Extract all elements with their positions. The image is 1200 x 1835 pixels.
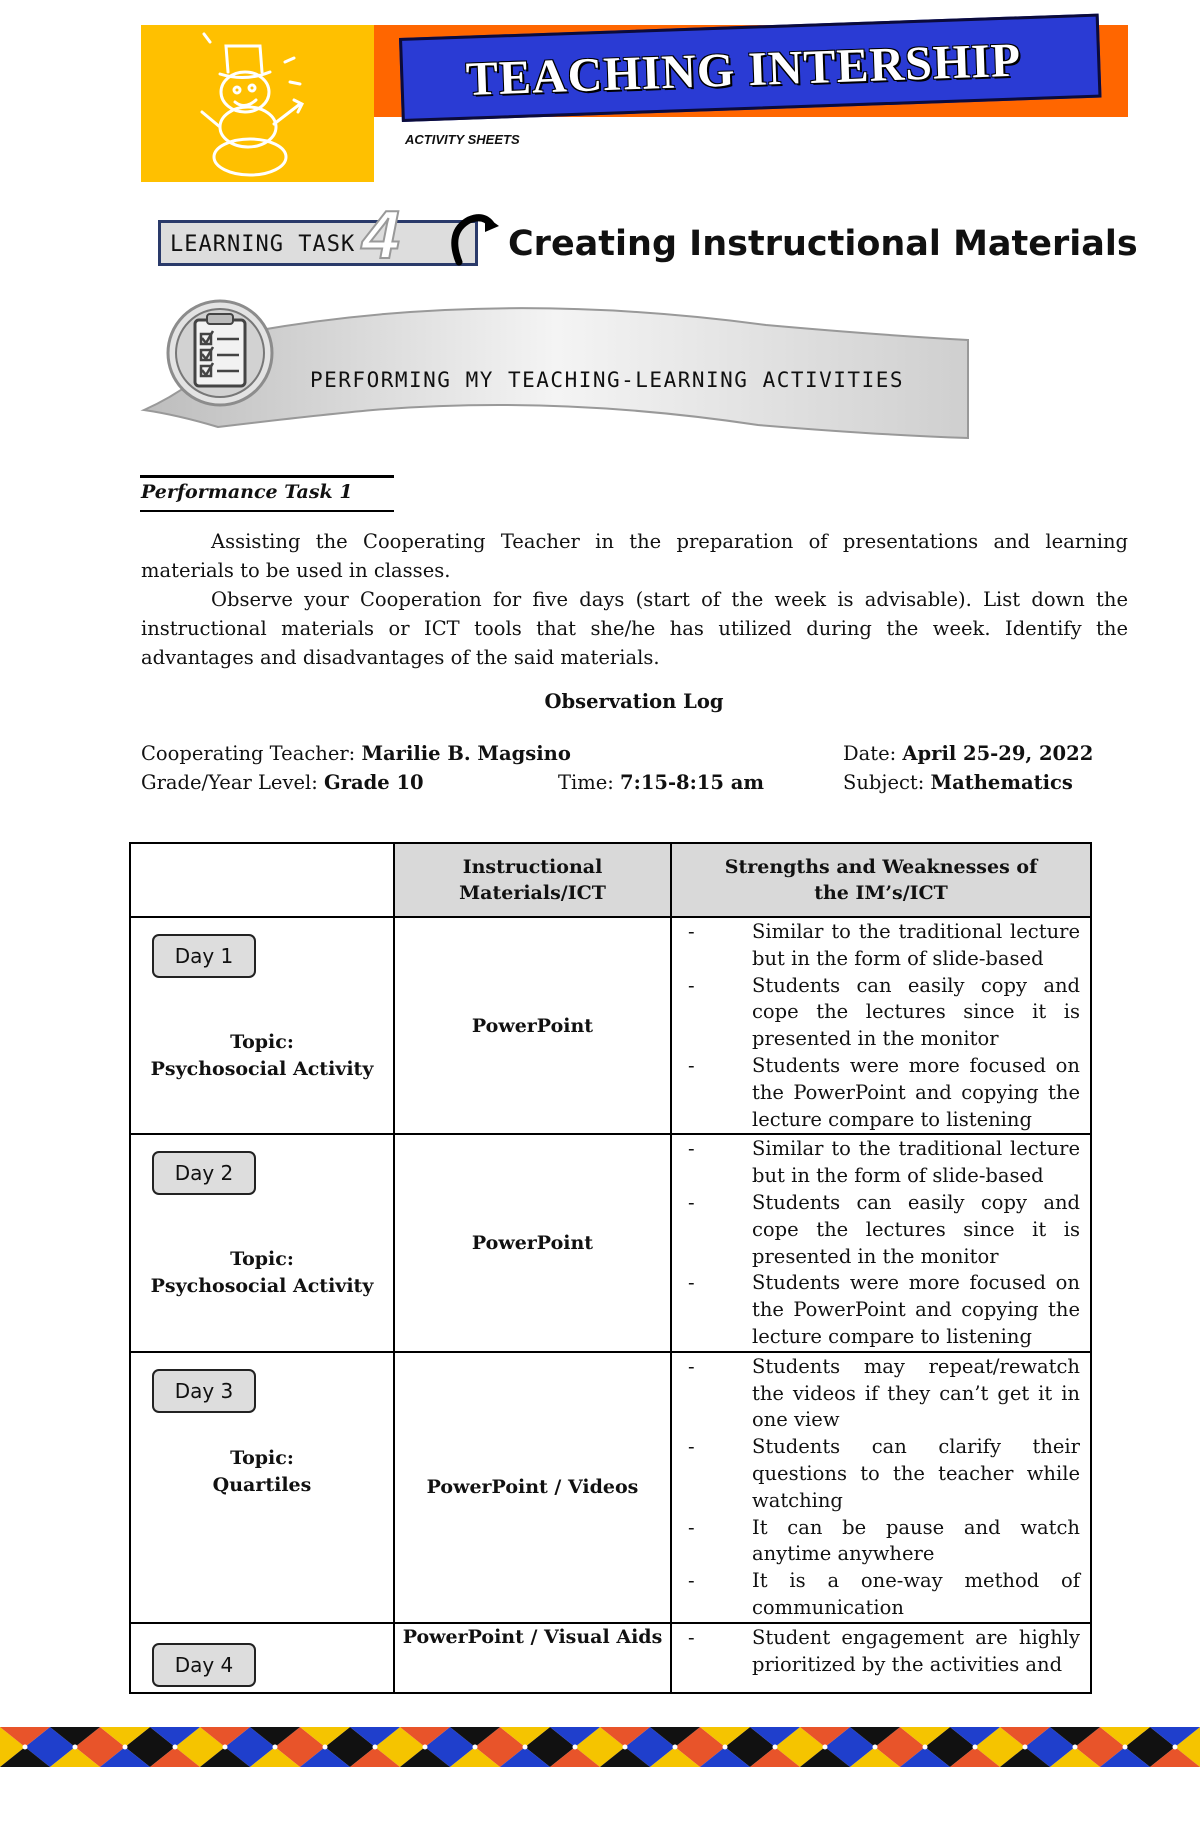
- day-label: Day 3: [152, 1369, 256, 1413]
- date-value: April 25-29, 2022: [902, 742, 1094, 765]
- pattern-dot: [773, 1745, 778, 1750]
- pattern-dot: [1073, 1745, 1078, 1750]
- notes-cell: [671, 1623, 1091, 1693]
- list-item: - Similar to the traditional lecture but in the form of slide-based: [688, 919, 1080, 973]
- topic-value: Psychosocial Activity: [150, 1057, 374, 1080]
- curved-arrow-icon: [445, 210, 505, 270]
- header-subtitle: ACTIVITY SHEETS: [405, 132, 520, 147]
- materials-cell: PowerPoint / Visual Aids: [394, 1623, 671, 1693]
- observation-log-table: [129, 842, 1092, 1694]
- snowman-mascot-icon: [190, 32, 320, 177]
- list-item: - Students can clarify their questions to the teacher while watching: [688, 1434, 1080, 1514]
- observation-log-title: Observation Log: [544, 690, 724, 713]
- materials-cell: PowerPoint: [394, 917, 671, 1134]
- observation-date: Date: April 25-29, 2022: [843, 742, 1094, 765]
- materials-cell: PowerPoint: [394, 1134, 671, 1351]
- pattern-dot: [573, 1745, 578, 1750]
- grade-level: Grade/Year Level: Grade 10: [141, 771, 424, 794]
- header-materials: Instructional Materials/ICT: [394, 843, 671, 917]
- day-label: Day 1: [152, 934, 256, 978]
- pattern-dot: [173, 1745, 178, 1750]
- notes-cell: [671, 917, 1091, 1134]
- teacher-name: Marilie B. Magsino: [361, 742, 571, 765]
- time-value: 7:15-8:15 am: [620, 771, 765, 794]
- subject-value: Mathematics: [930, 771, 1073, 794]
- pattern-dot: [23, 1745, 28, 1750]
- table-header-row: [130, 843, 1091, 917]
- header-strengths: Strengths and Weaknesses of the IM’s/ICT: [671, 843, 1091, 917]
- pattern-dot: [1173, 1745, 1178, 1750]
- list-item: - Students were more focused on the PowerPoint and copying the lecture compare to listening: [688, 1053, 1080, 1133]
- day-cell: [130, 1352, 394, 1623]
- pattern-dot: [323, 1745, 328, 1750]
- header-blank-cell: [130, 843, 394, 917]
- list-item: - Students can easily copy and cope the lectures since it is presented in the monitor: [688, 1190, 1080, 1270]
- topic-label: Topic:: [230, 1248, 294, 1271]
- pattern-dot: [73, 1745, 78, 1750]
- task-paragraph-2: Observe your Cooperation for five days (start of the week is advisable). List down the instructional materials or ICT tools that she/he has utilized during the week. Identify the advantages and disadvantages of the said materials.: [141, 588, 1128, 669]
- topic-value: Psychosocial Activity: [150, 1275, 374, 1298]
- learning-task-label: LEARNING TASK: [170, 232, 356, 257]
- notes-cell: [671, 1352, 1091, 1623]
- pattern-dot: [623, 1745, 628, 1750]
- list-item: - It is a one-way method of communication: [688, 1568, 1080, 1622]
- learning-task-number: 4: [362, 197, 400, 273]
- day-label: Day 2: [152, 1151, 256, 1195]
- day-cell: [130, 1623, 394, 1693]
- pattern-dot: [123, 1745, 128, 1750]
- grade-value: Grade 10: [324, 771, 424, 794]
- list-item: - Students were more focused on the PowerPoint and copying the lecture compare to listening: [688, 1270, 1080, 1350]
- pattern-dot: [673, 1745, 678, 1750]
- class-time: Time: 7:15-8:15 am: [558, 771, 765, 794]
- decorative-border-pattern: [0, 1727, 1200, 1767]
- list-item: - Student engagement are highly prioritized by the activities and: [688, 1625, 1080, 1679]
- table-row: [130, 1134, 1091, 1351]
- task-label-rule-top: [140, 475, 394, 478]
- day-label: Day 4: [152, 1643, 256, 1687]
- list-item: - Similar to the traditional lecture but in the form of slide-based: [688, 1136, 1080, 1190]
- day-cell: [130, 917, 394, 1134]
- day-cell: [130, 1134, 394, 1351]
- pattern-dot: [873, 1745, 878, 1750]
- list-item: - Students can easily copy and cope the lectures since it is presented in the monitor: [688, 973, 1080, 1053]
- cooperating-teacher: Cooperating Teacher: Marilie B. Magsino: [141, 742, 571, 765]
- materials-cell: PowerPoint / Videos: [394, 1352, 671, 1623]
- ribbon-text: PERFORMING MY TEACHING-LEARNING ACTIVITIES: [310, 368, 905, 392]
- learning-task-title: Creating Instructional Materials: [508, 224, 1138, 264]
- table-row: [130, 1352, 1091, 1623]
- pattern-dot: [1123, 1745, 1128, 1750]
- task-paragraph-1: Assisting the Cooperating Teacher in the preparation of presentations and learning materials to be used in classes.: [141, 530, 1128, 582]
- pattern-dot: [423, 1745, 428, 1750]
- table-row: [130, 917, 1091, 1134]
- pattern-dot: [823, 1745, 828, 1750]
- pattern-dot: [1023, 1745, 1028, 1750]
- pattern-dot: [523, 1745, 528, 1750]
- header-title: TEACHING INTERSHIP: [465, 33, 1022, 106]
- list-item: - Students may repeat/rewatch the videos if they can’t get it in one view: [688, 1354, 1080, 1434]
- topic-label: Topic:: [230, 1446, 294, 1469]
- table-row: [130, 1623, 1091, 1693]
- pattern-dot: [273, 1745, 278, 1750]
- performance-task-label: Performance Task 1: [141, 481, 353, 503]
- pattern-dot: [373, 1745, 378, 1750]
- pattern-dot: [973, 1745, 978, 1750]
- list-item: - It can be pause and watch anytime anywhere: [688, 1515, 1080, 1569]
- learning-task-label-box: [158, 220, 478, 266]
- task-label-rule-bottom: [140, 510, 394, 512]
- subject: Subject: Mathematics: [843, 771, 1073, 794]
- checklist-clipboard-icon: [165, 298, 275, 408]
- topic-label: Topic:: [230, 1030, 294, 1053]
- topic-value: Quartiles: [212, 1473, 312, 1496]
- pattern-dot: [923, 1745, 928, 1750]
- pattern-dot: [473, 1745, 478, 1750]
- pattern-dot: [223, 1745, 228, 1750]
- pattern-dot: [723, 1745, 728, 1750]
- notes-cell: [671, 1134, 1091, 1351]
